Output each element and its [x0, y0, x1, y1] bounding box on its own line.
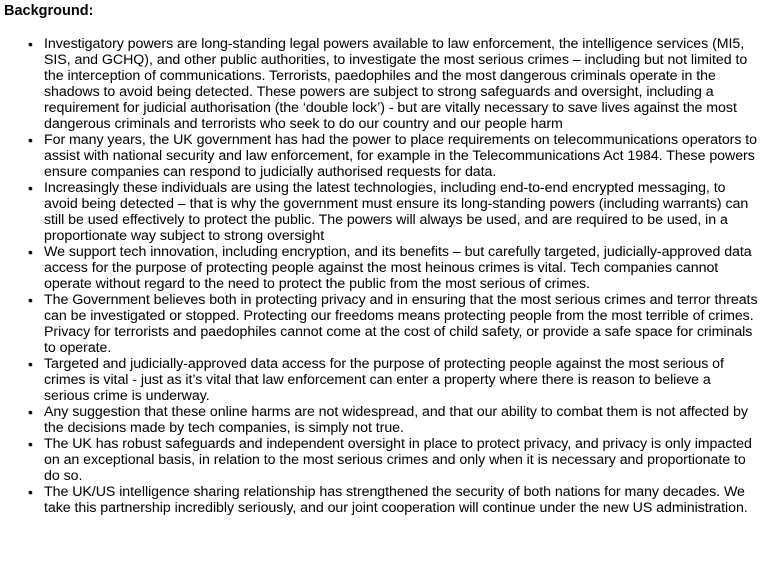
list-item-text: Targeted and judicially-approved data access for the purpose of protecting people against the most serious of crimes is vital - just as it’s vital that law enforcement can enter a property where there is reason to believe a serious crime is underway. — [44, 356, 724, 404]
list-item-text: For many years, the UK government has had the power to place requirements on telecommunications operators to assist with national security and law enforcement, for example in the Telecommunications Act 1984. These powers ensure companies can respond to judicially authorised requests for data. — [44, 132, 758, 180]
document — [4, 2, 758, 516]
list-item — [4, 292, 758, 356]
bullet-icon: • — [28, 292, 33, 308]
bullet-icon: • — [28, 404, 33, 420]
list-item — [4, 180, 758, 244]
list-item — [4, 484, 758, 516]
list-item — [4, 244, 758, 292]
list-item-text: We support tech innovation, including encryption, and its benefits – but carefully targeted, judicially-approved data access for the purpose of protecting people against the most heinous crimes is vital. Tech companies cannot operate without regard to the need to protect the public from the most serious of crimes. — [44, 244, 752, 292]
bullet-icon: • — [28, 180, 33, 196]
list-item — [4, 356, 758, 404]
bullet-icon: • — [28, 36, 33, 52]
bullet-icon: • — [28, 436, 33, 452]
section-heading: Background: — [4, 3, 94, 19]
list-item-text: Any suggestion that these online harms are not widespread, and that our ability to combat them is not affected by the decisions made by tech companies, is simply not true. — [44, 404, 748, 436]
list-item-text: Investigatory powers are long-standing legal powers available to law enforcement, the intelligence services (MI5, SIS, and GCHQ), and other public authorities, to investigate the most serious crimes – including but not limited to the interception of communications. Terrorists, paedophiles and the most dangerous criminals operate in the shadows to avoid being detected. These powers are subject to strong safeguards and oversight, including a requirement for judicial authorisation (the ‘double lock’) - but are vitally necessary to save lives against the most dangerous criminals and terrorists who seek to do our country and our people harm — [44, 36, 748, 132]
bullet-icon: • — [28, 484, 33, 500]
list-item-text: Increasingly these individuals are using the latest technologies, including end-to-end encrypted messaging, to avoid being detected – that is why the government must ensure its long-standing powers (including warrants) can still be used effectively to protect the public. The powers will always be used, and are required to be used, in a proportionate way subject to strong oversight — [44, 180, 749, 244]
list-item-text: The UK has robust safeguards and independent oversight in place to protect privacy, and privacy is only impacted on an exceptional basis, in relation to the most serious crimes and only when it is necessary and proportionate to do so. — [44, 436, 752, 484]
bullet-icon: • — [28, 356, 33, 372]
list-item — [4, 404, 758, 436]
list-item — [4, 132, 758, 180]
bullet-icon: • — [28, 132, 33, 148]
bullet-icon: • — [28, 244, 33, 260]
list-item — [4, 36, 758, 132]
list-item-text: The Government believes both in protecting privacy and in ensuring that the most serious crimes and terror threats can be investigated or stopped. Protecting our freedoms means protecting people from the most terrible of crimes. Privacy for terrorists and paedophiles cannot come at the cost of child safety, or provide a safe space for criminals to operate. — [44, 292, 758, 356]
list-item-text: The UK/US intelligence sharing relationship has strengthened the security of both nations for many decades. We take this partnership incredibly seriously, and our joint cooperation will continue under the new US administration. — [44, 484, 748, 516]
list-item — [4, 436, 758, 484]
bullet-list — [4, 36, 758, 516]
